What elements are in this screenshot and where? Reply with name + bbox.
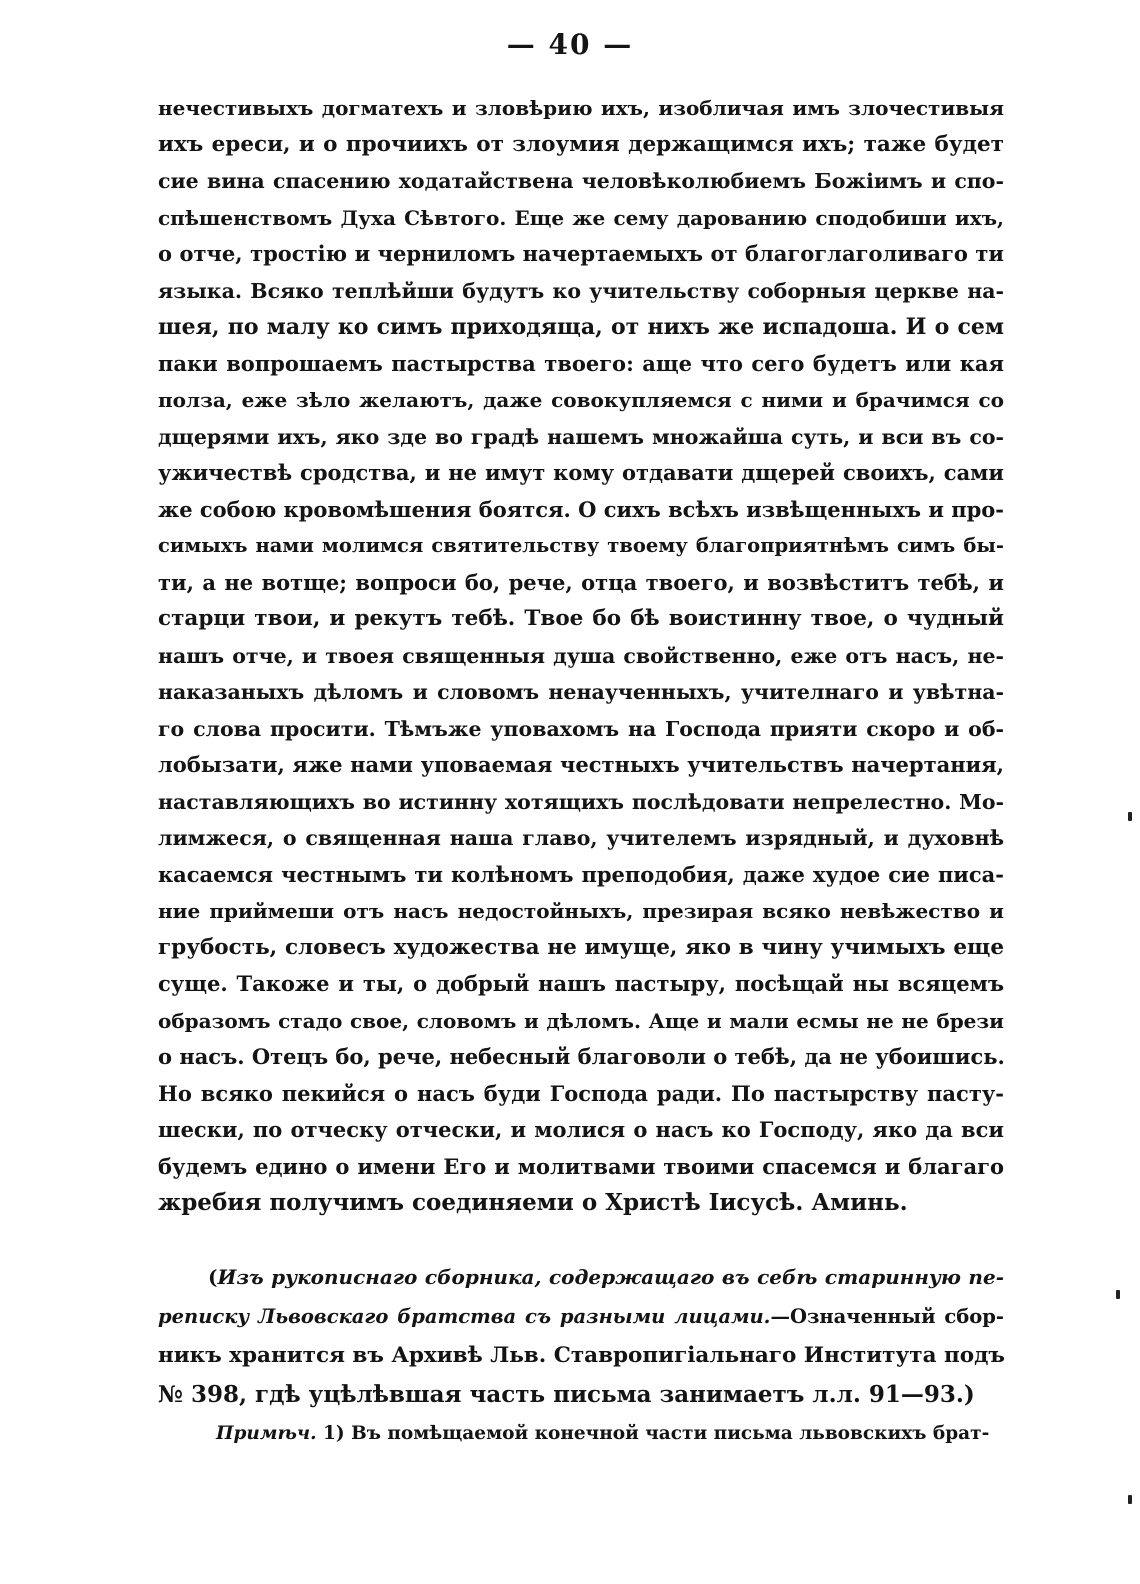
body-line: спѣшенствомъ Духа Сѣвтого. Еще же сему дарованию сподобиши ихъ, bbox=[158, 205, 1004, 230]
body-line: языка. Всяко теплѣйши будутъ ко учительству соборныя церкве на- bbox=[158, 278, 1004, 303]
source-line-3: никъ хранится въ Архивѣ Льв. Ставропигіальнаго Института подъ bbox=[158, 1343, 1005, 1368]
body-line: ние приймеши отъ насъ недостойныхъ, презирая всяко невѣжество и bbox=[158, 899, 1004, 923]
footnote-line bbox=[158, 1416, 1004, 1453]
body-line: нечестивыхъ догматехъ и зловѣрию ихъ, изобличая имъ злочестивыя bbox=[158, 96, 1004, 120]
body-line: сие вина спасению ходатайствена человѣколюбиемъ Божіимъ и спо- bbox=[158, 169, 1004, 193]
source-line-1 bbox=[158, 1258, 1004, 1297]
footnote bbox=[158, 1416, 1004, 1453]
page-number: — 40 — bbox=[506, 28, 634, 61]
source-line-2-rest: —Означенный сбор- bbox=[770, 1305, 1004, 1328]
body-line: о насъ. Отецъ бо, рече, небесный благоволи о тебѣ, да не убоишись. bbox=[158, 1044, 1005, 1069]
footnote-label: Примѣч. bbox=[216, 1423, 317, 1444]
body-line: касаемся честнымъ ти колѣномъ преподобия, даже худое сие писа- bbox=[158, 861, 1004, 887]
body-line-last: жребия получимъ соединяеми о Христѣ Іисусѣ. Аминь. bbox=[158, 1189, 908, 1216]
source-citation bbox=[158, 1258, 1004, 1414]
body-line: наставляющихъ во истинну хотящихъ послѣдовати непрелестно. Мо- bbox=[158, 789, 1004, 814]
body-line: ти, а не вотще; вопроси бо, рече, отца твоего, и возвѣститъ тебѣ, и bbox=[158, 569, 1004, 595]
body-line: о отче, тростію и черниломъ начертаемыхъ от благоглаголиваго ти bbox=[158, 241, 1004, 266]
body-line: полза, еже зѣло желаютъ, даже совокупляемся с ними и брачимся со bbox=[158, 388, 1004, 412]
body-line: дщерями ихъ, яко зде во градѣ нашемъ множайша суть, и вси въ со- bbox=[158, 424, 1004, 449]
body-line: Но всяко пекийся о насъ буди Господа ради. По пастырству пасту- bbox=[158, 1080, 1004, 1106]
body-line: будемъ едино о имени Его и молитвами твоими спасемся и благаго bbox=[158, 1153, 1004, 1179]
scan-speck bbox=[1128, 812, 1132, 821]
source-title-part-2: реписку Львовскаго братства съ разными лицами. bbox=[158, 1305, 771, 1328]
body-line: нашъ отче, и твоея священныя душа свойственно, еже отъ насъ, не- bbox=[158, 643, 1004, 668]
body-line: ихъ ереси, и о прочиихъ от злоумия держащимся ихъ; таже будет bbox=[158, 131, 1004, 157]
body-line: шея, по малу ко симъ приходяща, от нихъ же испадоша. И о сем bbox=[158, 314, 1004, 340]
body-line: симыхъ нами молимся святительству твоему благоприятнѣмъ симъ бы- bbox=[158, 534, 1004, 557]
scan-speck bbox=[1128, 1495, 1132, 1504]
letter-body bbox=[158, 90, 1004, 1222]
open-paren: ( bbox=[208, 1265, 218, 1289]
source-line-2 bbox=[158, 1297, 1004, 1336]
scan-speck bbox=[1116, 1290, 1120, 1299]
body-line: суще. Такоже и ты, о добрый нашъ пастыру, посѣщай ны всяцемъ bbox=[158, 971, 1004, 996]
body-line: старци твои, и рекутъ тебѣ. Твое бо бѣ воистинну твое, о чудный bbox=[158, 606, 1004, 631]
source-title-part-1: Изъ рукописнаго сборника, содержащаго въ себѣ старинную пе- bbox=[217, 1265, 1004, 1289]
body-line: образомъ стадо свое, словомъ и дѣломъ. Аще и мали есмы не не брези bbox=[158, 1008, 1004, 1033]
body-line: же собою кровомѣшения боятся. О сихъ всѣхъ извѣщенныхъ и про- bbox=[158, 496, 1004, 522]
body-line: ужичествѣ сродства, и не имут кому отдавати дщерей своихъ, сами bbox=[158, 460, 1004, 485]
body-line: грубость, словесъ художества не имуще, яко в чину учимыхъ еще bbox=[158, 934, 1004, 960]
source-line-4: № 398, гдѣ уцѣлѣвшая часть письма занимаетъ л.л. 91—93.) bbox=[158, 1381, 975, 1408]
body-line: лобызати, яже нами уповаемая честныхъ учительствъ начертания, bbox=[158, 752, 1004, 777]
footnote-text: 1) Въ помѣщаемой конечной части письма львовскихъ брат- bbox=[323, 1423, 990, 1444]
body-line: шески, по отческу отчески, и молися о насъ ко Господу, яко да вси bbox=[158, 1117, 1004, 1142]
body-line: наказаныхъ дѣломъ и словомъ ненаученныхъ, учителнаго и увѣтна- bbox=[158, 680, 1004, 704]
body-line: паки вопрошаемъ пастырства твоего: аще что сего будетъ или кая bbox=[158, 350, 1004, 376]
body-line: го слова просити. Тѣмъже уповахомъ на Господа прияти скоро и об- bbox=[158, 716, 1004, 741]
body-line: лимжеся, о священная наша главо, учителемъ изрядный, и духовнѣ bbox=[158, 826, 1004, 850]
